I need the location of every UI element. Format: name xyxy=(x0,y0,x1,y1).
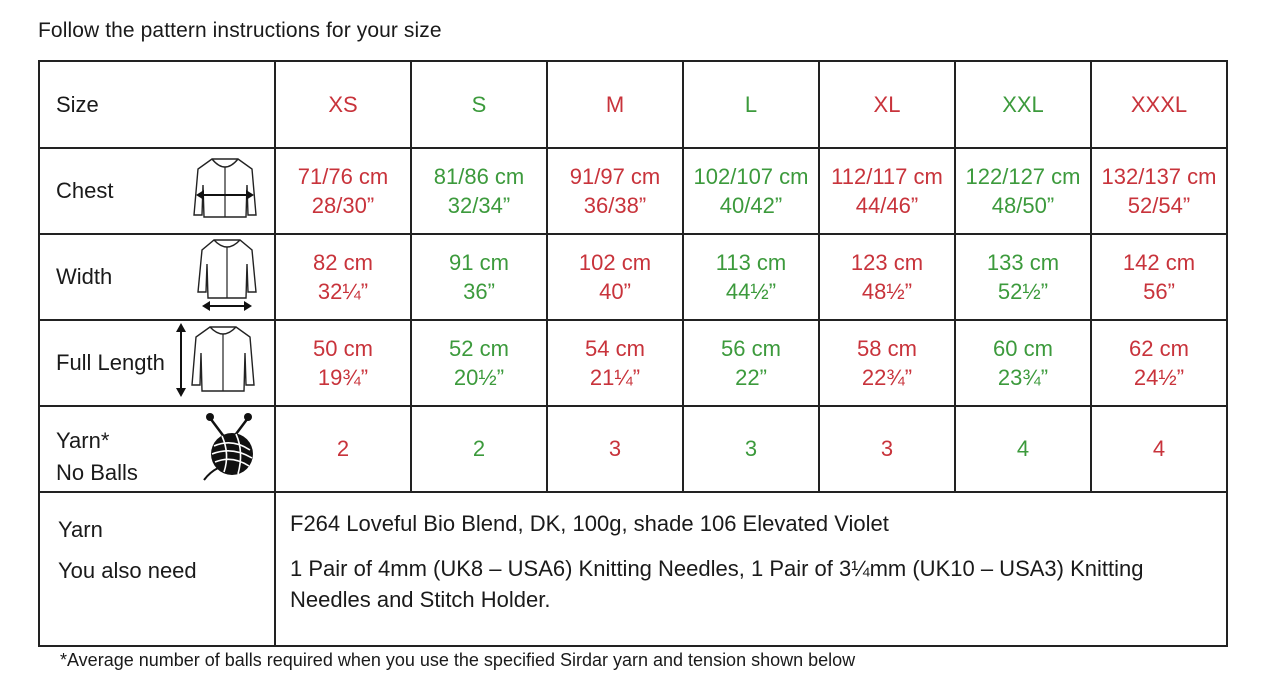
width-row xyxy=(39,234,1227,320)
width-xxl: 133 cm 52½” xyxy=(955,234,1091,320)
balls-xl: 3 xyxy=(819,406,955,492)
balls-xs: 2 xyxy=(275,406,411,492)
size-xxl: XXL xyxy=(955,61,1091,148)
length-l: 56 cm 22” xyxy=(683,320,819,406)
yarn-balls-label: Yarn* No Balls xyxy=(39,406,275,492)
balls-m: 3 xyxy=(547,406,683,492)
balls-xxl: 4 xyxy=(955,406,1091,492)
size-label: Size xyxy=(39,61,275,148)
balls-l: 3 xyxy=(683,406,819,492)
width-xl: 123 cm 48½” xyxy=(819,234,955,320)
width-xxxl: 142 cm 56” xyxy=(1091,234,1227,320)
size-xs: XS xyxy=(275,61,411,148)
length-xl: 58 cm 22¾” xyxy=(819,320,955,406)
length-m: 54 cm 21¼” xyxy=(547,320,683,406)
size-xl: XL xyxy=(819,61,955,148)
size-s: S xyxy=(411,61,547,148)
chest-xxxl: 132/137 cm 52/54” xyxy=(1091,148,1227,234)
width-m: 102 cm 40” xyxy=(547,234,683,320)
footnote: *Average number of balls required when you use the specified Sirdar yarn and tension shown below xyxy=(60,650,856,670)
info-labels xyxy=(39,492,275,646)
width-s: 91 cm 36” xyxy=(411,234,547,320)
chest-l: 102/107 cm 40/42” xyxy=(683,148,819,234)
length-label: Full Length xyxy=(39,320,275,406)
yarn-info-row xyxy=(39,492,1227,646)
yarn-value: F264 Loveful Bio Blend, DK, 100g, shade 106 Elevated Violet xyxy=(290,511,889,536)
yarn-label: Yarn xyxy=(58,517,103,542)
width-xs: 82 cm 32¼” xyxy=(275,234,411,320)
chest-xl: 112/117 cm 44/46” xyxy=(819,148,955,234)
length-xs: 50 cm 19¾” xyxy=(275,320,411,406)
page-heading: Follow the pattern instructions for your size xyxy=(38,19,442,42)
width-label: Width xyxy=(39,234,275,320)
cardigan-length-icon xyxy=(174,321,260,405)
size-m: M xyxy=(547,61,683,148)
length-s: 52 cm 20½” xyxy=(411,320,547,406)
chest-label: Chest xyxy=(39,148,275,234)
also-need-value: 1 Pair of 4mm (UK8 – USA6) Knitting Needles, 1 Pair of 3¼mm (UK10 – USA3) Knitting Needles and Stitch Holder. xyxy=(290,556,1144,612)
also-need-label: You also need xyxy=(58,558,197,583)
balls-xxxl: 4 xyxy=(1091,406,1227,492)
info-values xyxy=(275,492,1227,646)
length-row xyxy=(39,320,1227,406)
size-chart-table xyxy=(38,60,1228,647)
chest-row xyxy=(39,148,1227,234)
length-xxxl: 62 cm 24½” xyxy=(1091,320,1227,406)
yarn-balls-row xyxy=(39,406,1227,492)
cardigan-chest-icon xyxy=(190,155,260,227)
length-xxl: 60 cm 23¾” xyxy=(955,320,1091,406)
size-xxxl: XXXL xyxy=(1091,61,1227,148)
width-l: 113 cm 44½” xyxy=(683,234,819,320)
chest-xxl: 122/127 cm 48/50” xyxy=(955,148,1091,234)
chest-s: 81/86 cm 32/34” xyxy=(411,148,547,234)
chest-m: 91/97 cm 36/38” xyxy=(547,148,683,234)
balls-s: 2 xyxy=(411,406,547,492)
size-l: L xyxy=(683,61,819,148)
yarn-ball-needles-icon xyxy=(200,410,260,488)
cardigan-width-icon xyxy=(194,236,260,318)
chest-xs: 71/76 cm 28/30” xyxy=(275,148,411,234)
size-row xyxy=(39,61,1227,148)
